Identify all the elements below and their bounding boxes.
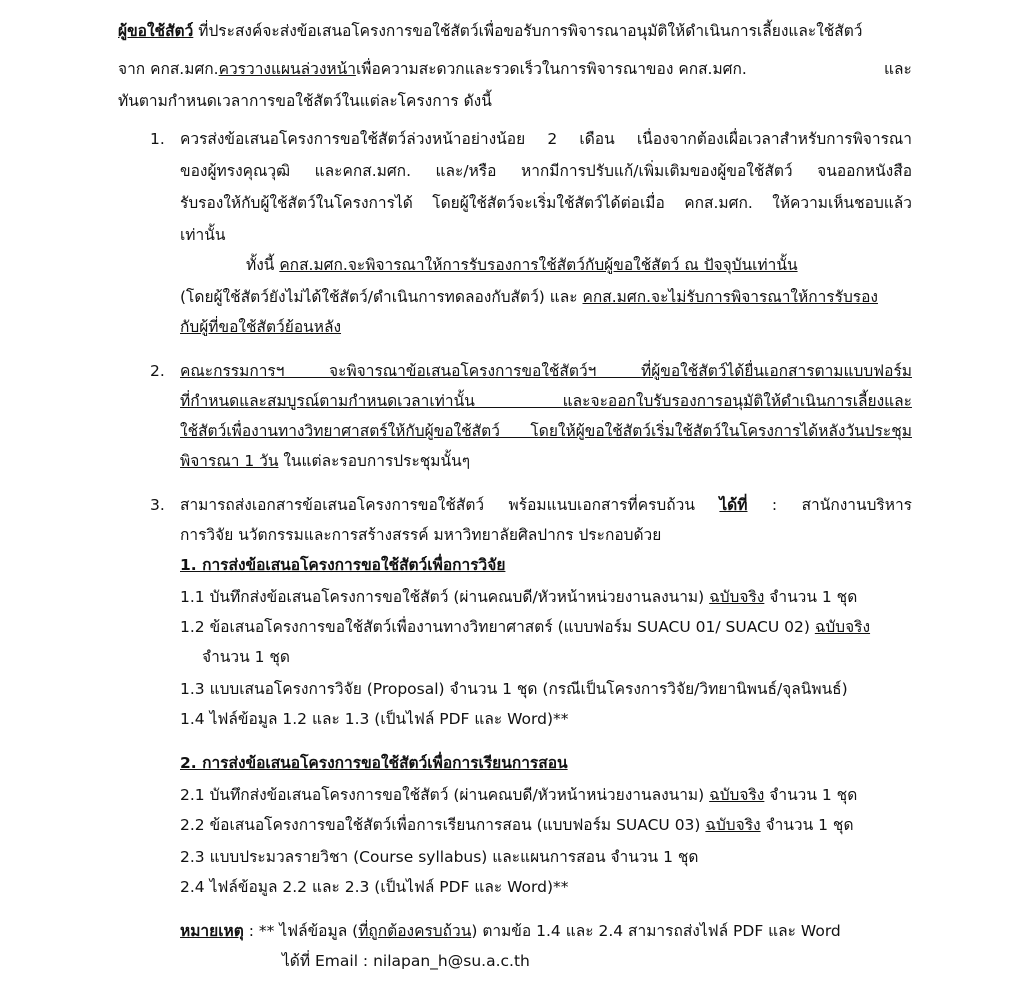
section-1-item-2-original: ฉบับจริง — [814, 618, 871, 636]
section-2-item-2 — [180, 814, 854, 836]
note-label: หมายเหตุ — [180, 922, 244, 940]
item-3-line-1 — [180, 494, 912, 516]
section-1-item-3: 1.3 แบบเสนอโครงการวิจัย (Proposal) จำนวน 1 ชุด (กรณีเป็นโครงการวิจัย/วิทยานิพนธ์/จุลนิพนธ์) — [180, 680, 848, 698]
section-1-item-1-qty: จำนวน 1 ชุด — [764, 588, 858, 606]
item-1-line-6 — [180, 286, 878, 308]
section-2-item-1-original: ฉบับจริง — [709, 786, 765, 804]
intro-line-2 — [118, 58, 747, 80]
item-1-text-6a: (โดยผู้ใช้สัตว์ยังไม่ได้ใช้สัตว์/ดำเนินการทดลองกับสัตว์) และ — [180, 288, 583, 306]
section-1-item-1 — [180, 586, 857, 608]
item-3-text-1c: : สานักงานบริหาร — [747, 496, 913, 514]
section-1-item-4: 1.4 ไฟล์ข้อมูล 1.2 และ 1.3 (เป็นไฟล์ PDF และ Word)** — [180, 710, 569, 728]
section-1-item-2-text: 1.2 ข้อเสนอโครงการขอใช้สัตว์เพื่องานทางวิทยาศาสตร์ (แบบฟอร์ม SUACU 01/ SUACU 02) — [180, 618, 815, 636]
note-text-1c: ) ตามข้อ 1.4 และ 2.4 สามารถส่งไฟล์ PDF และ Word — [471, 922, 841, 940]
item-2-one-day: พิจารณา 1 วัน — [180, 452, 279, 470]
section-2-item-1-qty: จำนวน 1 ชุด — [764, 786, 858, 804]
section-2-item-1 — [180, 784, 857, 806]
item-1-line-2: ของผู้ทรงคุณวุฒิ และคกส.มศก. และ/หรือ หากมีการปรับแก้/เพิ่มเติมของผู้ขอใช้สัตว์ จนออกหนังสือ — [180, 162, 912, 180]
item-3-at: ได้ที่ — [719, 496, 748, 514]
item-2-line-2: ที่กำหนดและสมบูรณ์ตามกำหนดเวลาเท่านั้น และจะออกใบรับรองการอนุมัติให้ดำเนินการเลี้ยงและ — [180, 392, 912, 410]
item-1-current-only: คกส.มศก.จะพิจารณาให้การรับรองการใช้สัตว์กับผู้ขอใช้สัตว์ ณ ปัจจุบันเท่านั้น — [279, 256, 798, 274]
note-text-1a: : ** ไฟล์ข้อมูล ( — [243, 922, 359, 940]
intro-line-1 — [118, 20, 863, 42]
item-2-number: 2. — [150, 362, 165, 380]
intro-text-2a: จาก คกส.มศก. — [118, 60, 219, 78]
item-1-line-4: เท่านั้น — [180, 226, 226, 244]
section-1-item-1-text: 1.1 บันทึกส่งข้อเสนอโครงการขอใช้สัตว์ (ผ่านคณบดี/หัวหน้าหน่วยงานลงนาม) — [180, 588, 710, 606]
intro-subject: ผู้ขอใช้สัตว์ — [118, 22, 194, 40]
section-2-item-4: 2.4 ไฟล์ข้อมูล 2.2 และ 2.3 (เป็นไฟล์ PDF และ Word)** — [180, 878, 569, 896]
section-1-heading: 1. การส่งข้อเสนอโครงการขอใช้สัตว์เพื่อการวิจัย — [180, 556, 506, 574]
item-2-line-1: คณะกรรมการฯ จะพิจารณาข้อเสนอโครงการขอใช้สัตว์ฯ ที่ผู้ขอใช้สัตว์ได้ยื่นเอกสารตามแบบฟอร์ม — [180, 362, 912, 380]
item-3-number: 3. — [150, 496, 165, 514]
item-2-text-4b: ในแต่ละรอบการประชุมนั้นๆ — [278, 452, 471, 470]
item-1-line-7: กับผู้ที่ขอใช้สัตว์ย้อนหลัง — [180, 318, 342, 336]
item-1-line-3: รับรองให้กับผู้ใช้สัตว์ในโครงการได้ โดยผู้ใช้สัตว์จะเริ่มใช้สัตว์ได้ต่อเมื่อ คกส.มศก. ให้ความเห็นชอบแล้ว — [180, 194, 912, 212]
intro-text-2c: เพื่อความสะดวกและรวดเร็วในการพิจารณาของ คกส.มศก. — [355, 60, 747, 78]
section-2-item-1-text: 2.1 บันทึกส่งข้อเสนอโครงการขอใช้สัตว์ (ผ่านคณบดี/หัวหน้าหน่วยงานลงนาม) — [180, 786, 710, 804]
item-1-line-5 — [246, 254, 798, 276]
intro-text-1: ที่ประสงค์จะส่งข้อเสนอโครงการขอใช้สัตว์เพื่อขอรับการพิจารณาอนุมัติให้ดำเนินการเลี้ยงและใช้สัตว์ — [193, 22, 863, 40]
item-1-line-1: ควรส่งข้อเสนอโครงการขอใช้สัตว์ล่วงหน้าอย่างน้อย 2 เดือน เนื่องจากต้องเผื่อเวลาสำหรับการพิจารณา — [180, 130, 912, 148]
section-1-item-2 — [180, 616, 870, 638]
intro-plan-ahead: ควรวางแผนล่วงหน้า — [218, 60, 356, 78]
item-3-line-2: การวิจัย นวัตกรรมและการสร้างสรรค์ มหาวิทยาลัยศิลปากร ประกอบด้วย — [180, 526, 662, 544]
note-complete: ที่ถูกต้องครบถ้วน — [358, 922, 472, 940]
item-2-line-3: ใช้สัตว์เพื่องานทางวิทยาศาสตร์ให้กับผู้ขอใช้สัตว์ โดยให้ผู้ขอใช้สัตว์เริ่มใช้สัตว์ในโครงการได้หลังวันประชุม — [180, 422, 912, 440]
note-email: ได้ที่ Email : nilapan_h@su.a.c.th — [282, 952, 530, 970]
section-2-heading: 2. การส่งข้อเสนอโครงการขอใช้สัตว์เพื่อการเรียนการสอน — [180, 754, 568, 772]
section-1-item-1-original: ฉบับจริง — [709, 588, 765, 606]
intro-line-3: ทันตามกำหนดเวลาการขอใช้สัตว์ในแต่ละโครงการ ดังนี้ — [118, 92, 492, 110]
section-2-item-3: 2.3 แบบประมวลรายวิชา (Course syllabus) และแผนการสอน จำนวน 1 ชุด — [180, 848, 699, 866]
item-1-number: 1. — [150, 130, 165, 148]
item-3-text-1a: สามารถส่งเอกสารข้อเสนอโครงการขอใช้สัตว์ พร้อมแนบเอกสารที่ครบถ้วน — [180, 496, 720, 514]
intro-and: และ — [884, 60, 912, 78]
section-2-item-2-original: ฉบับจริง — [705, 816, 761, 834]
item-1-no-retroactive: คกส.มศก.จะไม่รับการพิจารณาให้การรับรอง — [582, 288, 878, 306]
note-line-1 — [180, 920, 841, 942]
item-1-text-5a: ทั้งนี้ — [246, 256, 280, 274]
item-2-line-4 — [180, 450, 470, 472]
section-2-item-2-text: 2.2 ข้อเสนอโครงการขอใช้สัตว์เพื่อการเรียนการสอน (แบบฟอร์ม SUACU 03) — [180, 816, 706, 834]
section-2-item-2-qty: จำนวน 1 ชุด — [760, 816, 854, 834]
section-1-item-2-qty: จำนวน 1 ชุด — [202, 648, 290, 666]
